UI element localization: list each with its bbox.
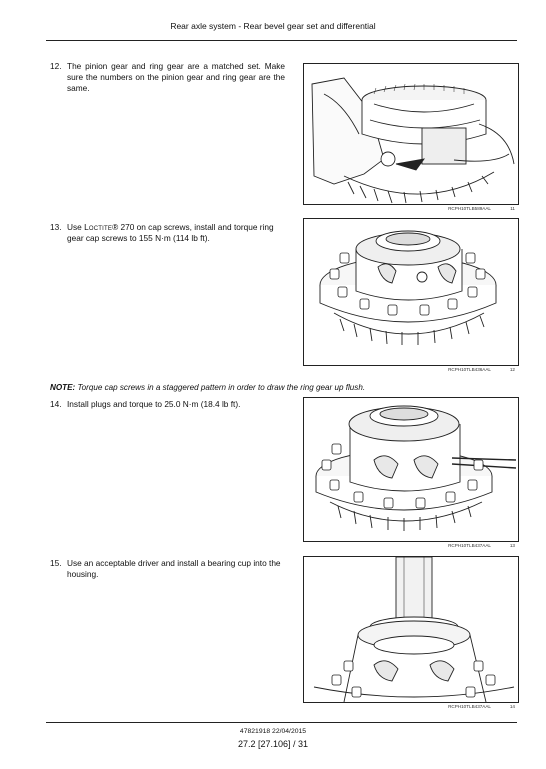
note bbox=[50, 383, 365, 392]
figure-number: 12 bbox=[509, 367, 515, 372]
header-divider bbox=[46, 40, 517, 41]
footer-page-reference: 27.2 [27.106] / 31 bbox=[237, 739, 309, 749]
page-header: Rear axle system - Rear bevel gear set and differential bbox=[170, 21, 376, 31]
footer-document-id: 47821918 22/04/2015 bbox=[239, 728, 307, 735]
figure-install-plugs bbox=[303, 397, 519, 542]
step-text: Install plugs and torque to 25.0 N·m (18.4 lb ft). bbox=[67, 399, 241, 409]
plug-install-illustration bbox=[304, 398, 518, 541]
figure-pinion-ring-gear bbox=[303, 63, 519, 205]
step-text: Use Loctite® 270 on cap screws, install and torque ring gear cap screws to 155 N·m (114 lb ft). bbox=[67, 222, 274, 243]
figure-number: 11 bbox=[510, 206, 515, 211]
step-number: 14. bbox=[50, 399, 62, 409]
figure-code: RCPH10TLB437AAL bbox=[448, 543, 491, 548]
pinion-gear-illustration bbox=[304, 64, 518, 204]
step-number: 13. bbox=[50, 222, 62, 232]
figure-bearing-cup-driver bbox=[303, 556, 519, 703]
figure-code: RCPH10TLB437AAL bbox=[448, 704, 491, 709]
figure-ring-gear-cap-screws bbox=[303, 218, 519, 366]
footer-divider bbox=[46, 722, 517, 723]
step-number: 12. bbox=[50, 61, 62, 71]
note-text: Torque cap screws in a staggered pattern in order to draw the ring gear up flush. bbox=[77, 383, 366, 392]
figure-code: RCPH10TLB589AAL bbox=[448, 206, 491, 211]
ring-gear-illustration bbox=[304, 219, 518, 365]
step-text: Use an acceptable driver and install a bearing cup into the housing. bbox=[67, 558, 281, 579]
step-number: 15. bbox=[50, 558, 62, 568]
figure-number: 14 bbox=[509, 704, 515, 709]
note-label: NOTE: bbox=[50, 383, 76, 392]
brand-name: Loctite bbox=[84, 222, 113, 232]
figure-number: 13 bbox=[509, 543, 515, 548]
step-text: The pinion gear and ring gear are a matched set. Make sure the numbers on the pinion gear and ring gear are the same. bbox=[67, 61, 285, 93]
bearing-cup-illustration bbox=[304, 557, 518, 702]
figure-code: RCPH10TLB436AAL bbox=[448, 367, 491, 372]
